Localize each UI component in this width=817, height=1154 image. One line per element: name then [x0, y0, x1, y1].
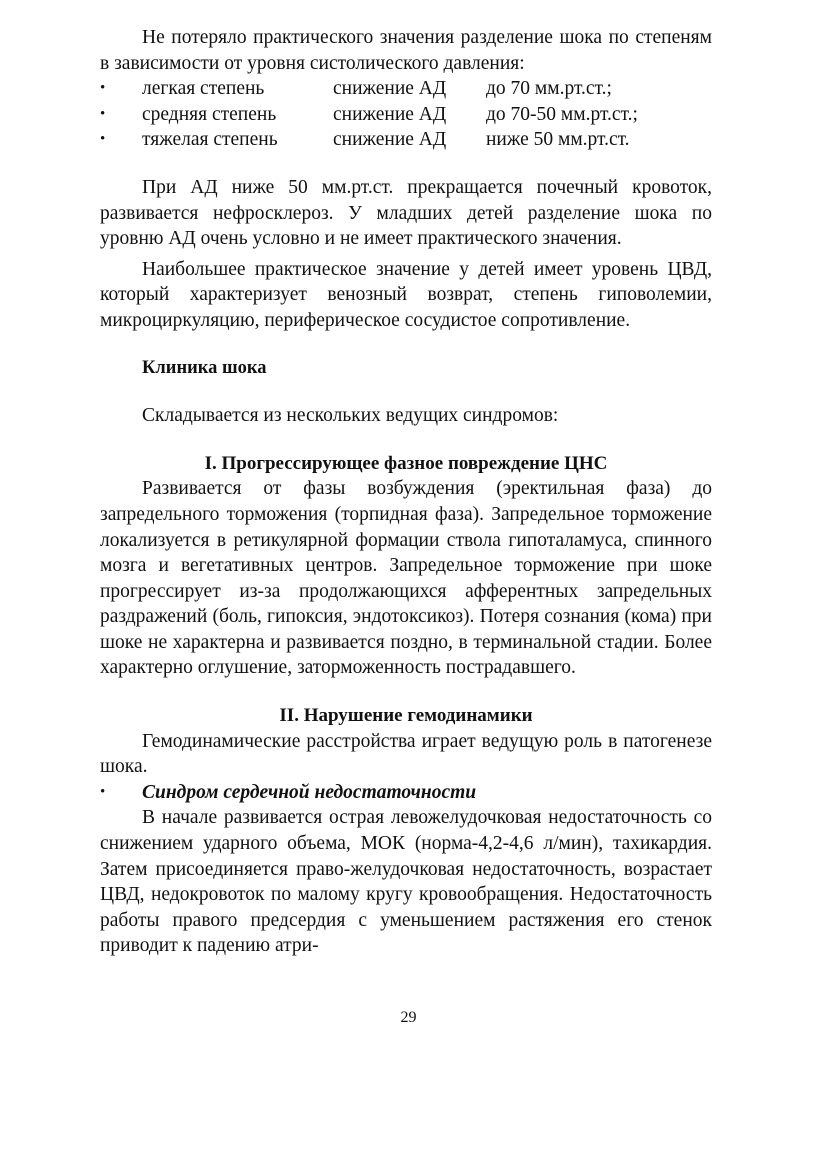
- bullet-icon: •: [100, 105, 106, 122]
- degree-range: до 70-50 мм.рт.ст.;: [486, 103, 638, 125]
- degree-name: легкая степень: [142, 78, 265, 100]
- spacer: [100, 429, 712, 451]
- degree-change: снижение АД: [333, 103, 447, 125]
- degree-change: снижение АД: [333, 129, 447, 151]
- section-heading-hemodynamics: II. Нарушение гемодинамики: [279, 705, 533, 727]
- spacer: [100, 153, 712, 175]
- section-heading-cns: I. Прогрессирующее фазное повреждение ЦНС: [204, 452, 608, 474]
- bullet-icon: •: [100, 783, 106, 800]
- renal-paragraph: При АД ниже 50 мм.рт.ст. прекращается почечный кровоток, развивается нефросклероз. У младших детей разделение шока по уровню АД очень условно и не имеет практического значения.: [100, 176, 712, 250]
- cvp-paragraph: Наибольшее практическое значение у детей имеет уровень ЦВД, который характеризует венозный возврат, степень гиповолемии, микроциркуляцию, периферическое сосудистое сопротивление.: [100, 258, 712, 331]
- bullet-icon: •: [100, 80, 106, 97]
- degree-name: средняя степень: [142, 103, 277, 125]
- degree-range: до 70 мм.рт.ст.;: [486, 78, 612, 100]
- heart-paragraph: В начале развивается острая левожелудочковая недостаточность со снижением ударного объема, МОК (норма-4,2-4,6 л/мин), тахикардия. Затем присоединяется право-желудочковая недостаточность, возрастает ЦВД, недокровоток по малому кругу кровообращения. Недостаточность работы правого предсердия с уменьшением растяжения его стенок приводит к падению атри-: [100, 807, 712, 957]
- syndromes-paragraph: Складывается из нескольких ведущих синдромов:: [142, 405, 559, 427]
- degree-name: тяжелая степень: [142, 129, 278, 151]
- spacer: [100, 334, 712, 356]
- bullet-icon: •: [100, 131, 106, 148]
- section-heading-clinic: Клиника шока: [142, 357, 267, 378]
- intro-paragraph: Не потеряло практического значения разделение шока по степеням в зависимости от уровня систолического давления:: [100, 27, 712, 74]
- degree-change: снижение АД: [333, 78, 447, 100]
- hemodynamics-paragraph: Гемодинамические расстройства играет ведущую роль в патогенезе шока.: [100, 730, 712, 778]
- spacer: [100, 681, 712, 703]
- subsection-heart-failure: [100, 780, 712, 806]
- spacer: [100, 381, 712, 403]
- list-item: [100, 127, 712, 153]
- degree-range: ниже 50 мм.рт.ст.: [486, 129, 630, 151]
- list-item: [100, 76, 712, 102]
- text-column: [100, 25, 712, 959]
- cns-paragraph: Развивается от фазы возбуждения (эректильная фаза) до запредельного торможения (торпидная фаза). Запредельное торможение локализуется в ретикулярной формации ствола гипоталамуса, спинного мозга и вегетативных центров. Запредельное торможение при шоке прогрессирует из-за продолжающихся афферентных запредельных раздражений (боль, гипоксия, эндотоксикоз). Потеря сознания (кома) при шоке не характерна и развивается поздно, в терминальной стадии. Более характерно оглушение, заторможенность пострадавшего.: [100, 478, 712, 679]
- list-item: [100, 102, 712, 128]
- shock-degree-list: [100, 76, 712, 153]
- subsection-heading-heart: Синдром сердечной недостаточности: [142, 781, 477, 803]
- page-number: 29: [400, 1009, 417, 1026]
